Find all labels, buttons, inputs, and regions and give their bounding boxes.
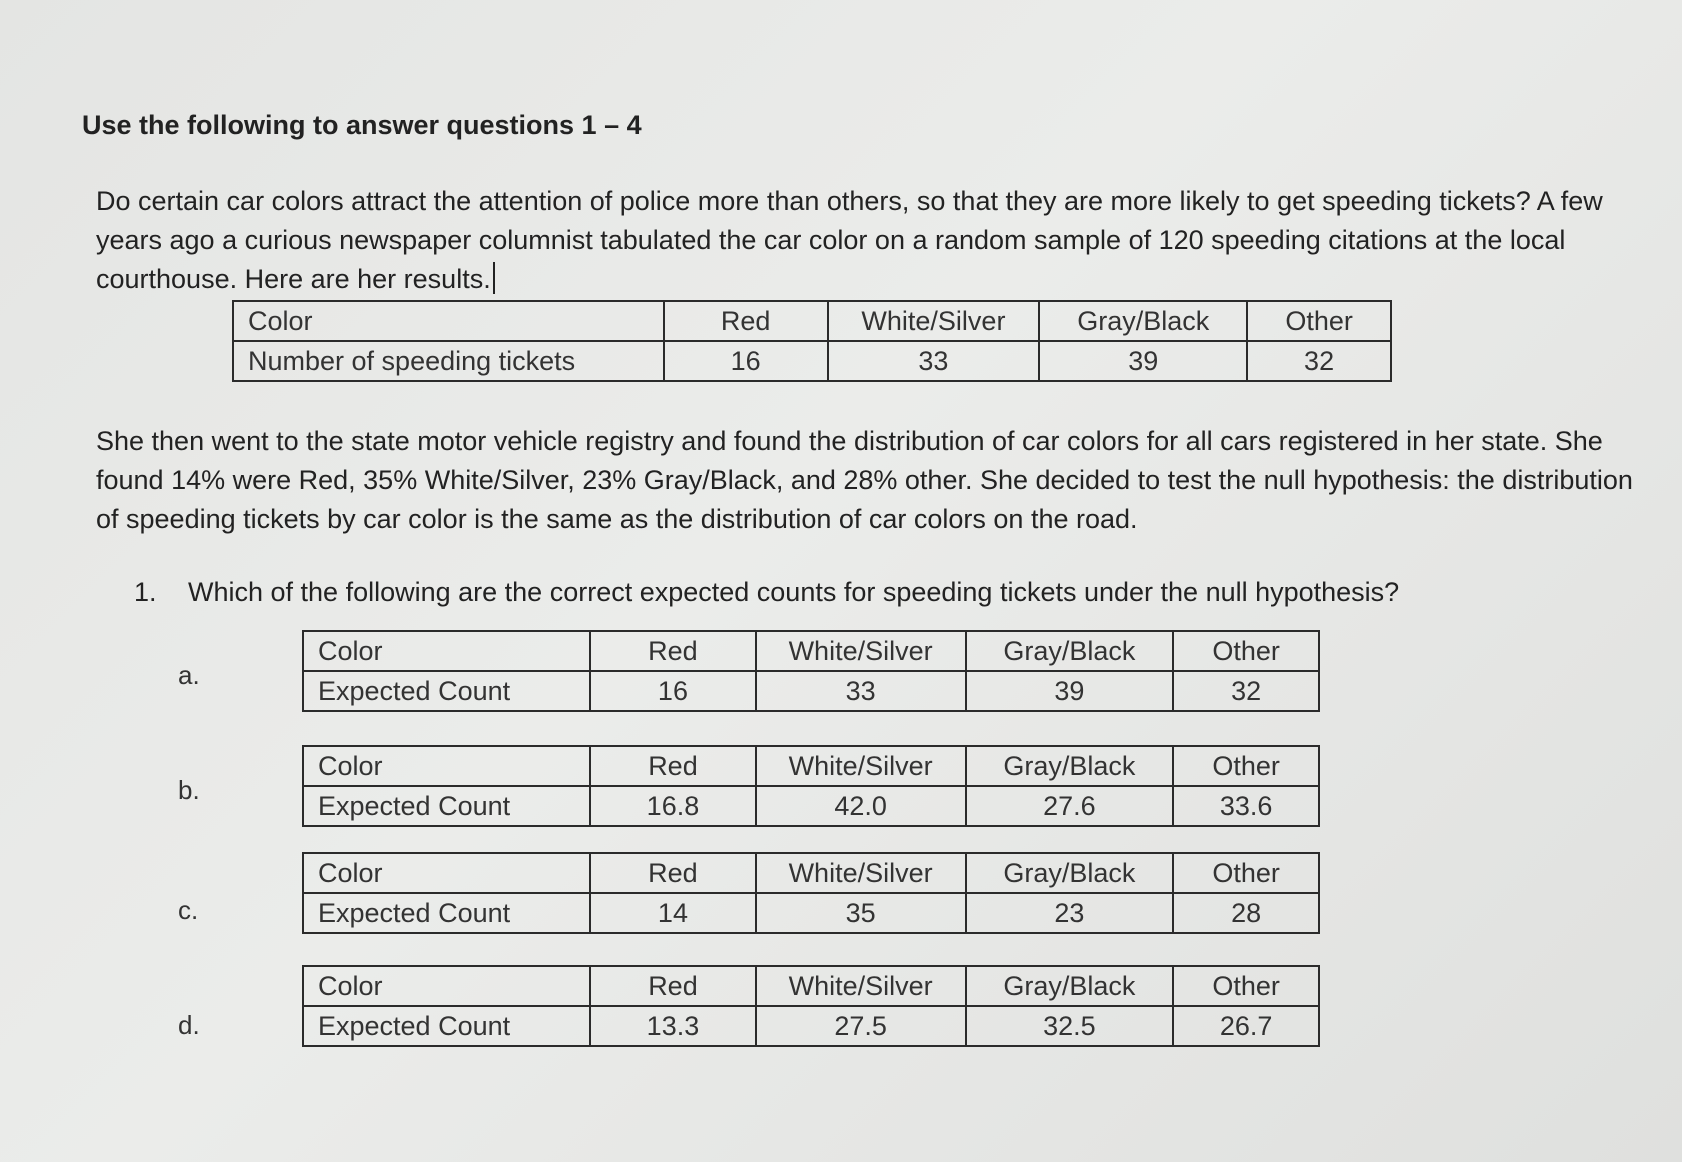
registry-paragraph: She then went to the state motor vehicle registry and found the distribution of car colors for all cars registered in her state. She found 14% were Red, 35% White/Silver, 23% Gray/Black, and 28% other. She decided to test the null hypothesis: the distribution of speeding tickets by car color is the same as the distribution of car colors on the road. (96, 426, 1633, 534)
option-b-table (302, 745, 1320, 827)
row-label-cell: Number of speeding tickets (233, 341, 664, 381)
header-cell: Gray/Black (966, 746, 1174, 786)
header-cell: White/Silver (756, 631, 966, 671)
value-cell: 27.5 (756, 1006, 966, 1046)
header-cell: Color (233, 301, 664, 341)
option-d-letter: d. (178, 1010, 200, 1040)
value-cell: 28 (1173, 893, 1319, 933)
table-header-row (233, 301, 1391, 341)
table-row (303, 671, 1319, 711)
header-cell: Red (664, 301, 828, 341)
section-heading: Use the following to answer questions 1 – 4 (82, 110, 642, 140)
value-cell: 16 (590, 671, 756, 711)
table-header-row (303, 853, 1319, 893)
table-header-row (303, 631, 1319, 671)
value-cell: 16.8 (590, 786, 756, 826)
value-cell: 23 (966, 893, 1174, 933)
value-cell: 42.0 (756, 786, 966, 826)
speeding-tickets-table (232, 300, 1392, 382)
value-cell: 33 (828, 341, 1040, 381)
table-row (303, 893, 1319, 933)
question-1 (134, 577, 1399, 608)
row-label-cell: Expected Count (303, 671, 590, 711)
header-cell: Other (1173, 631, 1319, 671)
value-cell: 33.6 (1173, 786, 1319, 826)
header-cell: Red (590, 966, 756, 1006)
header-cell: Other (1173, 966, 1319, 1006)
header-cell: Red (590, 631, 756, 671)
value-cell: 14 (590, 893, 756, 933)
header-cell: Other (1173, 853, 1319, 893)
header-cell: Color (303, 746, 590, 786)
row-label-cell: Expected Count (303, 786, 590, 826)
row-label-cell: Expected Count (303, 893, 590, 933)
option-a-table (302, 630, 1320, 712)
option-d-table (302, 965, 1320, 1047)
option-c-table (302, 852, 1320, 934)
intro-paragraph (96, 182, 1636, 299)
value-cell: 16 (664, 341, 828, 381)
table-row (233, 341, 1391, 381)
header-cell: Color (303, 853, 590, 893)
value-cell: 26.7 (1173, 1006, 1319, 1046)
question-number: 1. (134, 577, 157, 607)
table-header-row (303, 966, 1319, 1006)
header-cell: Red (590, 746, 756, 786)
value-cell: 35 (756, 893, 966, 933)
header-cell: Gray/Black (966, 853, 1174, 893)
value-cell: 32 (1247, 341, 1391, 381)
value-cell: 13.3 (590, 1006, 756, 1046)
header-cell: Red (590, 853, 756, 893)
value-cell: 27.6 (966, 786, 1174, 826)
header-cell: Gray/Black (966, 966, 1174, 1006)
header-cell: Gray/Black (966, 631, 1174, 671)
header-cell: White/Silver (756, 746, 966, 786)
value-cell: 32.5 (966, 1006, 1174, 1046)
header-cell: Gray/Black (1039, 301, 1247, 341)
value-cell: 32 (1173, 671, 1319, 711)
option-b-letter: b. (178, 775, 200, 805)
header-cell: Color (303, 966, 590, 1006)
value-cell: 39 (966, 671, 1174, 711)
row-label-cell: Expected Count (303, 1006, 590, 1046)
header-cell: White/Silver (756, 853, 966, 893)
table-row (303, 1006, 1319, 1046)
table-row (303, 786, 1319, 826)
option-a-letter: a. (178, 660, 200, 690)
question-text: Which of the following are the correct expected counts for speeding tickets under the null hypothesis? (188, 577, 1400, 607)
header-cell: Color (303, 631, 590, 671)
intro-text: Do certain car colors attract the attention of police more than others, so that they are more likely to get speeding tickets? A few years ago a curious newspaper columnist tabulated the car color on a random sample of 120 speeding citations at the local courthouse. Here are her results. (96, 186, 1603, 294)
value-cell: 33 (756, 671, 966, 711)
header-cell: Other (1173, 746, 1319, 786)
option-c-letter: c. (178, 895, 199, 925)
text-cursor (493, 262, 495, 294)
table-header-row (303, 746, 1319, 786)
value-cell: 39 (1039, 341, 1247, 381)
header-cell: Other (1247, 301, 1391, 341)
header-cell: White/Silver (828, 301, 1040, 341)
header-cell: White/Silver (756, 966, 966, 1006)
